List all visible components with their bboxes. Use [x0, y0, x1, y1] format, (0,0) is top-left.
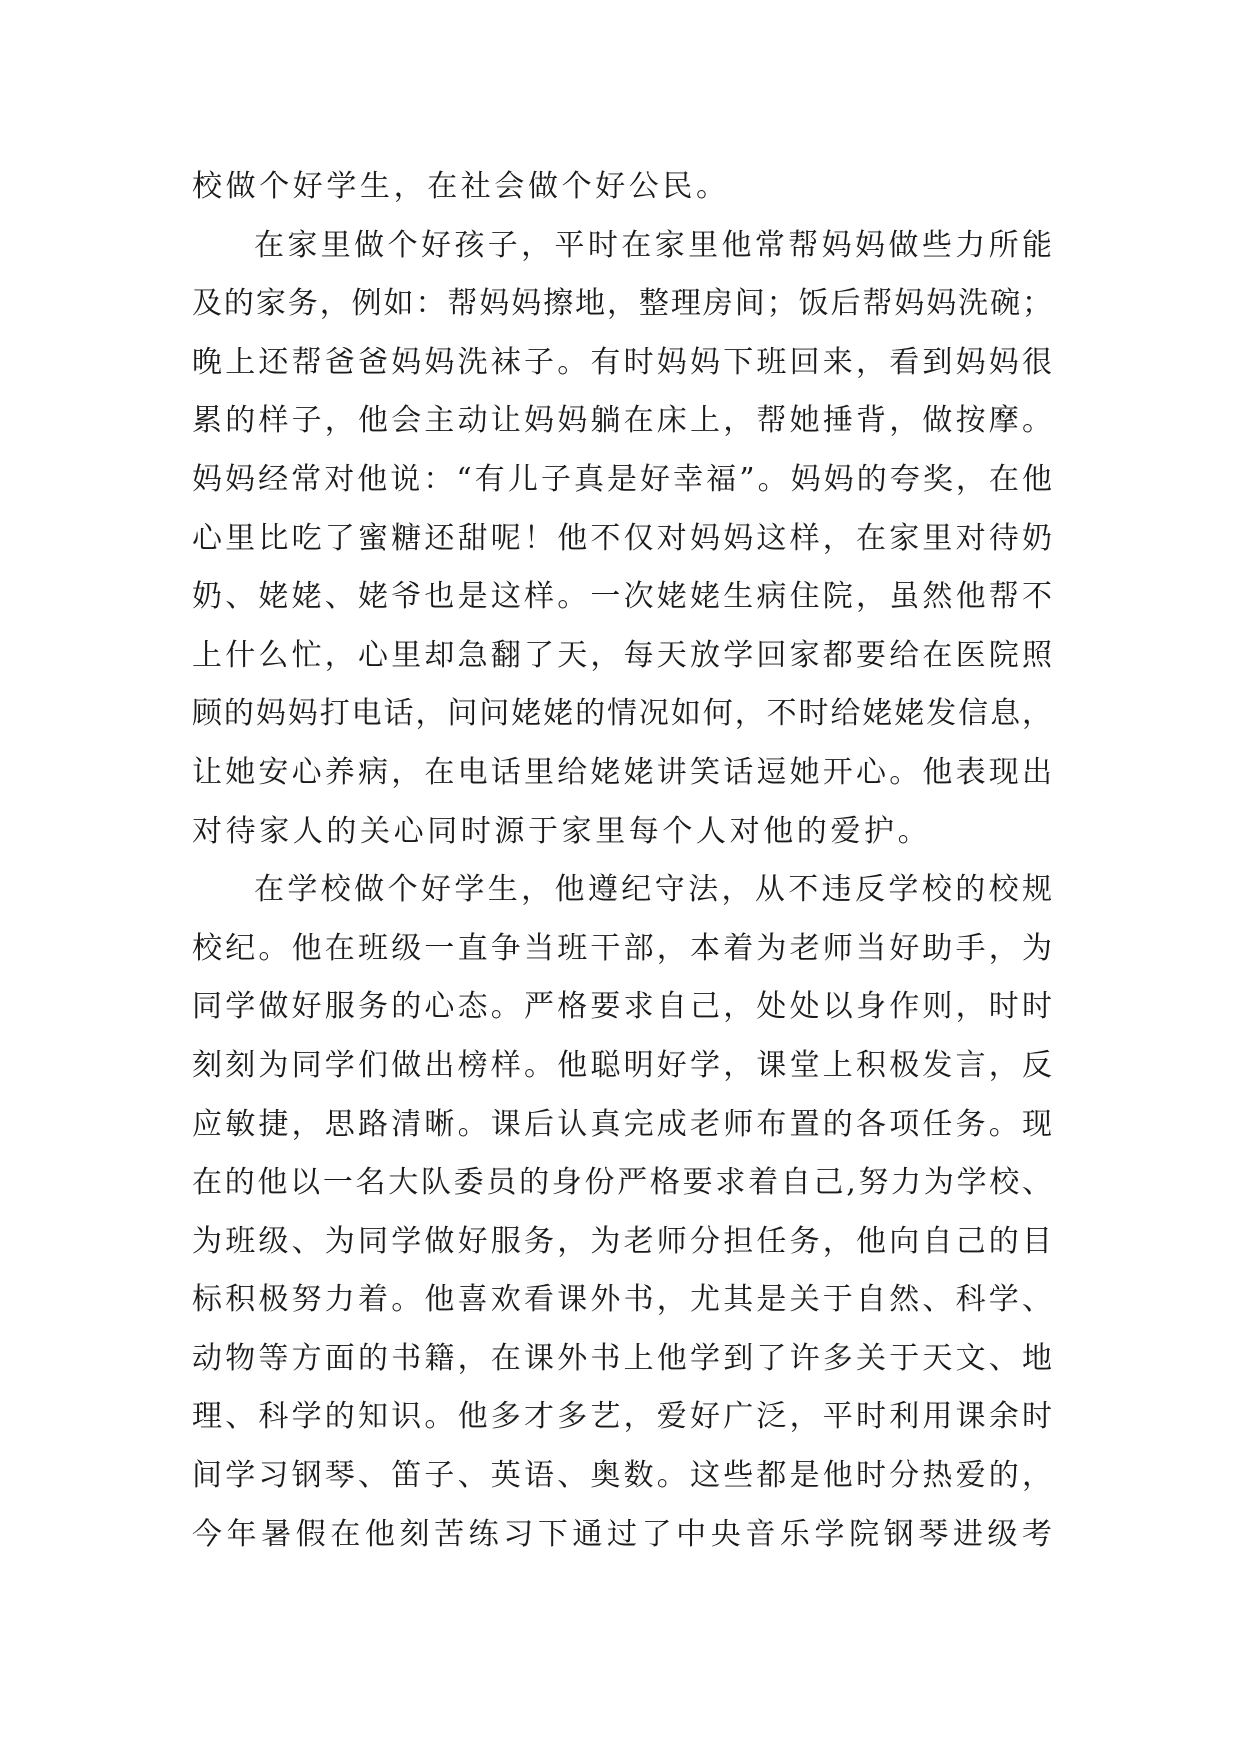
- text-line: 对待家人的关心同时源于家里每个人对他的爱护。: [192, 813, 932, 849]
- text-line: 应敏捷，思路清晰。课后认真完成老师布置的各项任务。现: [192, 1106, 1052, 1142]
- text-line: 校做个好学生，在社会做个好公民。: [192, 169, 730, 204]
- paragraph-first-line: 在学校做个好学生，他遵纪守法，从不违反学校的校规: [254, 872, 1052, 908]
- text-line: 上什么忙，心里却急翻了天，每天放学回家都要给在医院照: [192, 637, 1052, 673]
- text-line: 在的他以一名大队委员的身份严格要求着自己,努力为学校、: [192, 1165, 1052, 1201]
- text-line: 间学习钢琴、笛子、英语、奥数。这些都是他时分热爱的，: [192, 1458, 1052, 1494]
- text-line: 同学做好服务的心态。严格要求自己，处处以身作则，时时: [192, 989, 1052, 1025]
- paragraph-first-line: 在家里做个好孩子，平时在家里他常帮妈妈做些力所能: [254, 227, 1052, 263]
- text-line: 晚上还帮爸爸妈妈洗袜子。有时妈妈下班回来，看到妈妈很: [192, 344, 1052, 380]
- body-text: [192, 158, 1052, 1564]
- text-line: 顾的妈妈打电话，问问姥姥的情况如何，不时给姥姥发信息，: [192, 696, 1052, 732]
- text-line: 奶、姥姥、姥爷也是这样。一次姥姥生病住院，虽然他帮不: [192, 579, 1052, 615]
- text-line: 理、科学的知识。他多才多艺，爱好广泛，平时利用课余时: [192, 1399, 1052, 1435]
- text-line: 今年暑假在他刻苦练习下通过了中央音乐学院钢琴进级考: [192, 1516, 1052, 1552]
- text-line: 及的家务，例如：帮妈妈擦地，整理房间；饭后帮妈妈洗碗；: [192, 286, 1052, 322]
- text-line: 心里比吃了蜜糖还甜呢！他不仅对妈妈这样，在家里对待奶: [192, 520, 1052, 556]
- text-line: 动物等方面的书籍，在课外书上他学到了许多关于天文、地: [192, 1340, 1052, 1376]
- text-line: 标积极努力着。他喜欢看课外书，尤其是关于自然、科学、: [192, 1282, 1052, 1318]
- text-line: 为班级、为同学做好服务，为老师分担任务，他向自己的目: [192, 1223, 1052, 1259]
- text-line: 妈妈经常对他说：“有儿子真是好幸福”。妈妈的夸奖，在他: [192, 461, 1052, 497]
- text-line: 累的样子，他会主动让妈妈躺在床上，帮她捶背，做按摩。: [192, 403, 1052, 439]
- text-line: 校纪。他在班级一直争当班干部，本着为老师当好助手，为: [192, 930, 1052, 966]
- text-line: 刻刻为同学们做出榜样。他聪明好学，课堂上积极发言，反: [192, 1047, 1052, 1083]
- text-line: 让她安心养病，在电话里给姥姥讲笑话逗她开心。他表现出: [192, 754, 1052, 790]
